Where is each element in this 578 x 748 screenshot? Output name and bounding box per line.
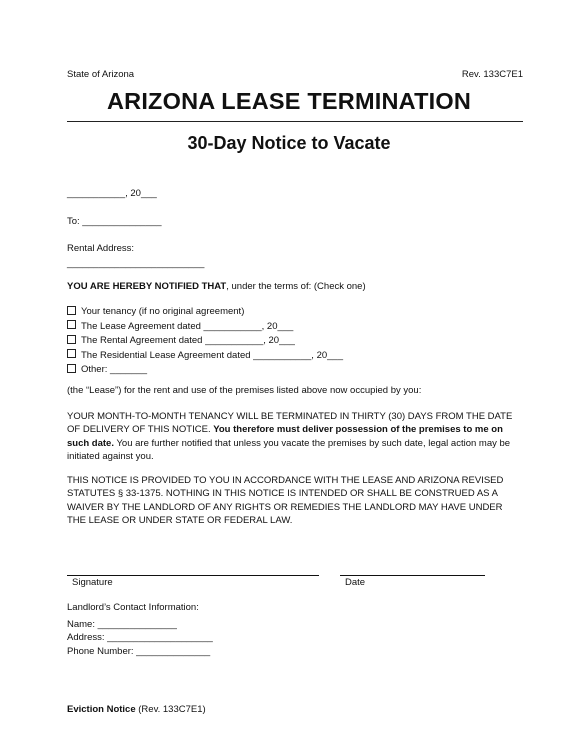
notified-rest-text: , under the terms of: (Check one)	[226, 281, 366, 292]
signature-date-label: Date	[345, 577, 366, 588]
checkbox-icon[interactable]	[67, 306, 76, 315]
lease-reference-paragraph: (the “Lease”) for the rent and use of the premises listed above now occupied by you:	[67, 385, 422, 396]
lease-type-checklist	[67, 305, 343, 378]
revision-label: Rev. 133C7E1	[461, 69, 523, 80]
statute-paragraph: THIS NOTICE IS PROVIDED TO YOU IN ACCORDANCE WITH THE LEASE AND ARIZONA REVISED STATUTES § 33-1375. NOTHING IN THIS NOTICE IS INTENDED OR SHALL BE CONSTRUED AS A WAIVER BY THE LANDLORD OF ANY RIGHTS OR REMEDIES THE LANDLORD MAY HAVE UNDER THE LEASE OR UNDER STATE OR FEDERAL LAW.	[67, 475, 504, 527]
document-title: ARIZONA LEASE TERMINATION	[106, 88, 472, 114]
signature-line[interactable]	[67, 575, 319, 576]
checklist-item-label: Other: _______	[81, 364, 148, 376]
rental-address-field[interactable]: __________________________	[67, 258, 205, 269]
to-field[interactable]: To: _______________	[67, 216, 162, 227]
checklist-item-label: The Residential Lease Agreement dated ___________, 20___	[81, 349, 343, 361]
checkbox-icon[interactable]	[67, 364, 76, 373]
contact-phone-field[interactable]: Phone Number: ______________	[67, 646, 211, 657]
checklist-item-label: The Lease Agreement dated ___________, 20___	[81, 320, 294, 332]
title-divider	[67, 121, 523, 122]
contact-heading: Landlord’s Contact Information:	[67, 602, 199, 613]
checklist-item-label: The Rental Agreement dated ___________, 20___	[81, 335, 295, 347]
contact-name-field[interactable]: Name: _______________	[67, 619, 177, 630]
checklist-item[interactable]	[67, 320, 343, 335]
termination-paragraph	[67, 410, 523, 464]
termination-text-part1: YOUR MONTH-TO-MONTH TENANCY WILL BE TERMINATED IN THIRTY (30) DAYS FROM THE DATE OF DELIVERY OF THIS NOTICE.	[67, 411, 513, 436]
termination-text-bold: You therefore must deliver possession of the premises to me on such date.	[67, 424, 503, 449]
contact-address-field[interactable]: Address: ____________________	[67, 632, 213, 643]
document-subtitle: 30-Day Notice to Vacate	[187, 133, 391, 153]
notified-bold-text: YOU ARE HEREBY NOTIFIED THAT	[67, 281, 227, 292]
termination-text-part2: You are further notified that unless you vacate the premises by such date, legal action may be initiated against you.	[67, 437, 511, 463]
checklist-item[interactable]	[67, 334, 343, 349]
checklist-item[interactable]	[67, 349, 343, 364]
checklist-item[interactable]	[67, 305, 343, 320]
state-label: State of Arizona	[67, 69, 135, 80]
checklist-item-label: Your tenancy (if no original agreement)	[81, 306, 245, 317]
date-signature-line[interactable]	[340, 575, 485, 576]
notified-statement	[67, 281, 366, 293]
checkbox-icon[interactable]	[67, 320, 76, 329]
date-field[interactable]: ___________, 20___	[67, 188, 157, 199]
footer-rest-text: (Rev. 133C7E1)	[135, 704, 206, 715]
checkbox-icon[interactable]	[67, 349, 76, 358]
checkbox-icon[interactable]	[67, 335, 76, 344]
checklist-item[interactable]	[67, 363, 343, 378]
rental-address-label: Rental Address:	[67, 243, 135, 254]
signature-label: Signature	[72, 577, 113, 588]
footer-label	[67, 704, 206, 716]
footer-bold-text: Eviction Notice	[67, 704, 136, 715]
